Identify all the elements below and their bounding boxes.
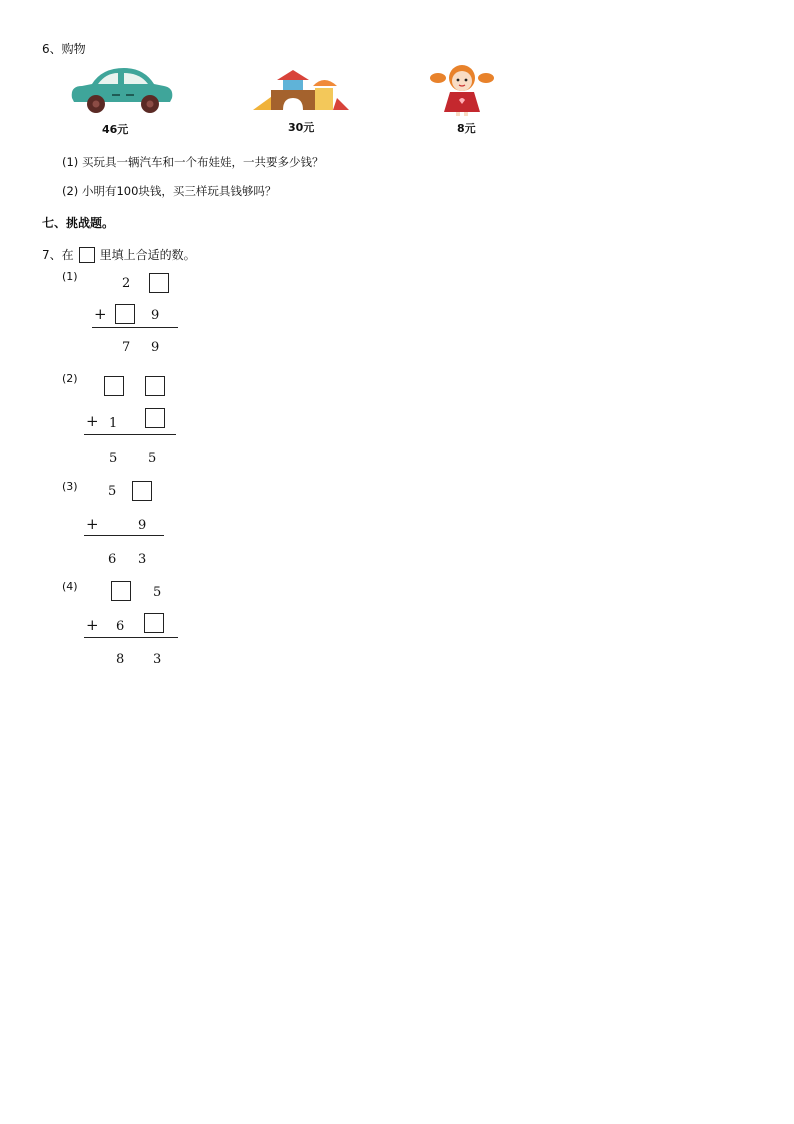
- section-heading: 七、挑战题。: [42, 216, 115, 230]
- problem-4-bottom-ones-box[interactable]: [144, 613, 164, 633]
- doll-price: 8元: [457, 122, 476, 135]
- problem-4-bottom-tens: 6: [116, 619, 125, 634]
- problem-4-top-ones: 5: [153, 585, 162, 600]
- problem-1-plus: +: [94, 305, 107, 323]
- problem-2-result-tens: 5: [109, 451, 118, 466]
- problem-2-result-ones: 5: [148, 451, 157, 466]
- problem-4-top-tens-box[interactable]: [111, 581, 131, 601]
- problem-1-bottom-tens-box[interactable]: [115, 304, 135, 324]
- question-7-suffix: 里填上合适的数。: [99, 248, 196, 262]
- problem-1-result-tens: 7: [122, 340, 131, 355]
- answer-box-icon: [79, 247, 95, 263]
- problem-3-top-ones-box[interactable]: [132, 481, 152, 501]
- problem-1-top-ones-box[interactable]: [149, 273, 169, 293]
- question-7-prefix: 7、在: [42, 248, 74, 262]
- blocks-price: 30元: [288, 121, 315, 134]
- problem-4-result-tens: 8: [116, 652, 125, 667]
- problem-1-bottom-ones: 9: [151, 308, 160, 323]
- problem-2-top-ones-box[interactable]: [145, 376, 165, 396]
- question-6-sub-2: (2) 小明有100块钱，买三样玩具钱够吗？: [62, 184, 277, 198]
- problem-3-line: [84, 535, 164, 536]
- blocks-icon: [253, 68, 351, 112]
- car-price: 46元: [102, 123, 129, 136]
- question-7-title: [42, 246, 196, 263]
- car-icon: [68, 64, 176, 114]
- problem-2-bottom-tens: 1: [109, 416, 118, 431]
- doll-icon: [430, 64, 494, 116]
- question-6-sub-1: (1) 买玩具一辆汽车和一个布娃娃，一共要多少钱？: [62, 155, 324, 169]
- problem-2-bottom-ones-box[interactable]: [145, 408, 165, 428]
- problem-1-label: (1): [62, 270, 78, 283]
- problem-1-top-tens: 2: [122, 276, 131, 291]
- problem-2-line: [84, 434, 176, 435]
- problem-4-line: [84, 637, 178, 638]
- problem-4-result-ones: 3: [153, 652, 162, 667]
- problem-1-line: [92, 327, 178, 328]
- problem-2-top-tens-box[interactable]: [104, 376, 124, 396]
- problem-3-result-tens: 6: [108, 552, 117, 567]
- problem-1-result-ones: 9: [151, 340, 160, 355]
- problem-2-label: (2): [62, 372, 78, 385]
- problem-3-bottom-ones: 9: [138, 518, 147, 533]
- problem-2-plus: +: [86, 412, 99, 430]
- question-6-title: 6、购物: [42, 42, 86, 56]
- problem-4-label: (4): [62, 580, 78, 593]
- problem-3-label: (3): [62, 480, 78, 493]
- problem-4-plus: +: [86, 616, 99, 634]
- problem-3-plus: +: [86, 515, 99, 533]
- problem-3-top-tens: 5: [108, 484, 117, 499]
- problem-3-result-ones: 3: [138, 552, 147, 567]
